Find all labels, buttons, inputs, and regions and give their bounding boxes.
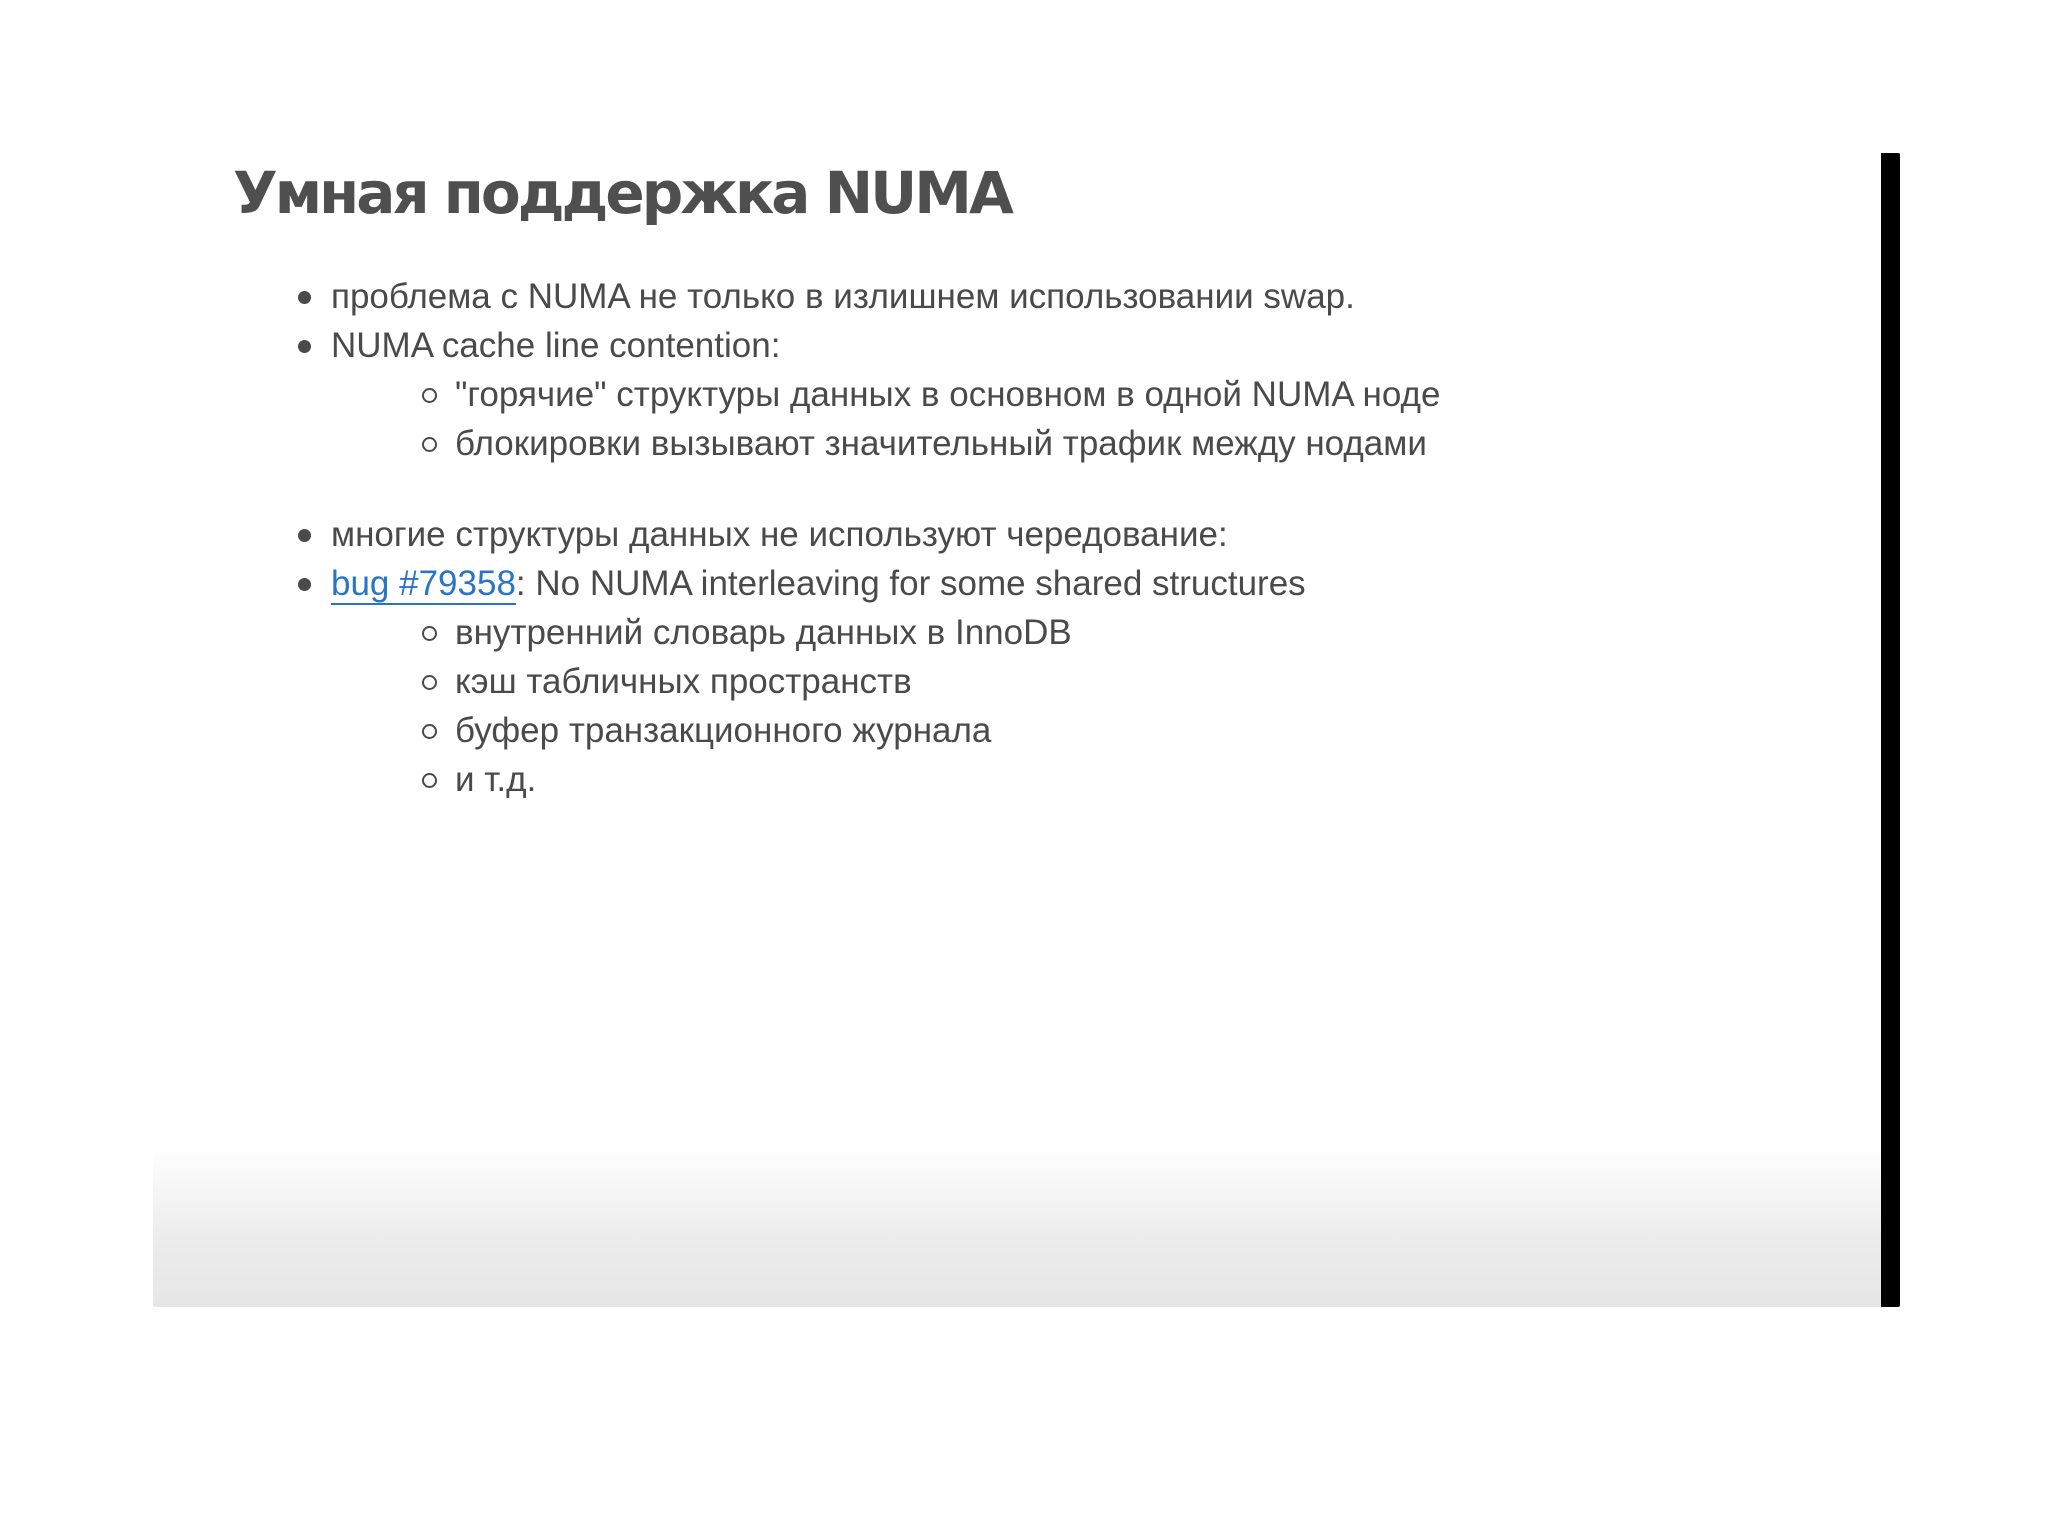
bullet-circle-icon xyxy=(422,626,437,641)
sub-list-item xyxy=(153,608,1881,657)
list-item-text: NUMA cache line contention: xyxy=(331,326,781,365)
bullet-circle-icon xyxy=(422,724,437,739)
bullet-disc-icon xyxy=(298,578,311,591)
sub-list-item xyxy=(153,419,1881,468)
bullet-disc-icon xyxy=(298,340,311,353)
list-item-text: : No NUMA interleaving for some shared structures xyxy=(515,564,1306,603)
bullet-list xyxy=(153,272,1881,804)
bullet-disc-icon xyxy=(298,291,311,304)
bullet-circle-icon xyxy=(422,437,437,452)
list-item-text: и т.д. xyxy=(455,760,537,799)
slide xyxy=(153,153,1900,1307)
list-item-text: блокировки вызывают значительный трафик между нодами xyxy=(455,424,1427,463)
list-item xyxy=(153,272,1881,321)
list-item-text: кэш табличных пространств xyxy=(455,662,912,701)
bullet-circle-icon xyxy=(422,388,437,403)
list-item xyxy=(153,510,1881,559)
list-item-text: проблема с NUMA не только в излишнем использовании swap. xyxy=(331,277,1355,316)
sub-list-item xyxy=(153,755,1881,804)
bullet-circle-icon xyxy=(422,675,437,690)
slide-title: Умная поддержка NUMA xyxy=(233,159,1011,227)
bullet-disc-icon xyxy=(298,529,311,542)
bullet-circle-icon xyxy=(422,773,437,788)
list-item xyxy=(153,321,1881,370)
sub-list-item xyxy=(153,706,1881,755)
list-item-text: "горячие" структуры данных в основном в одной NUMA ноде xyxy=(455,375,1441,414)
list-item-text: буфер транзакционного журнала xyxy=(455,711,992,750)
sub-list-item xyxy=(153,657,1881,706)
bug-link[interactable]: bug #79358 xyxy=(331,564,516,603)
list-item-text: внутренний словарь данных в InnoDB xyxy=(455,613,1072,652)
list-item-text: многие структуры данных не используют чередование: xyxy=(331,515,1228,554)
list-item xyxy=(153,559,1881,608)
sub-list-item xyxy=(153,370,1881,419)
slide-content xyxy=(153,272,1881,804)
